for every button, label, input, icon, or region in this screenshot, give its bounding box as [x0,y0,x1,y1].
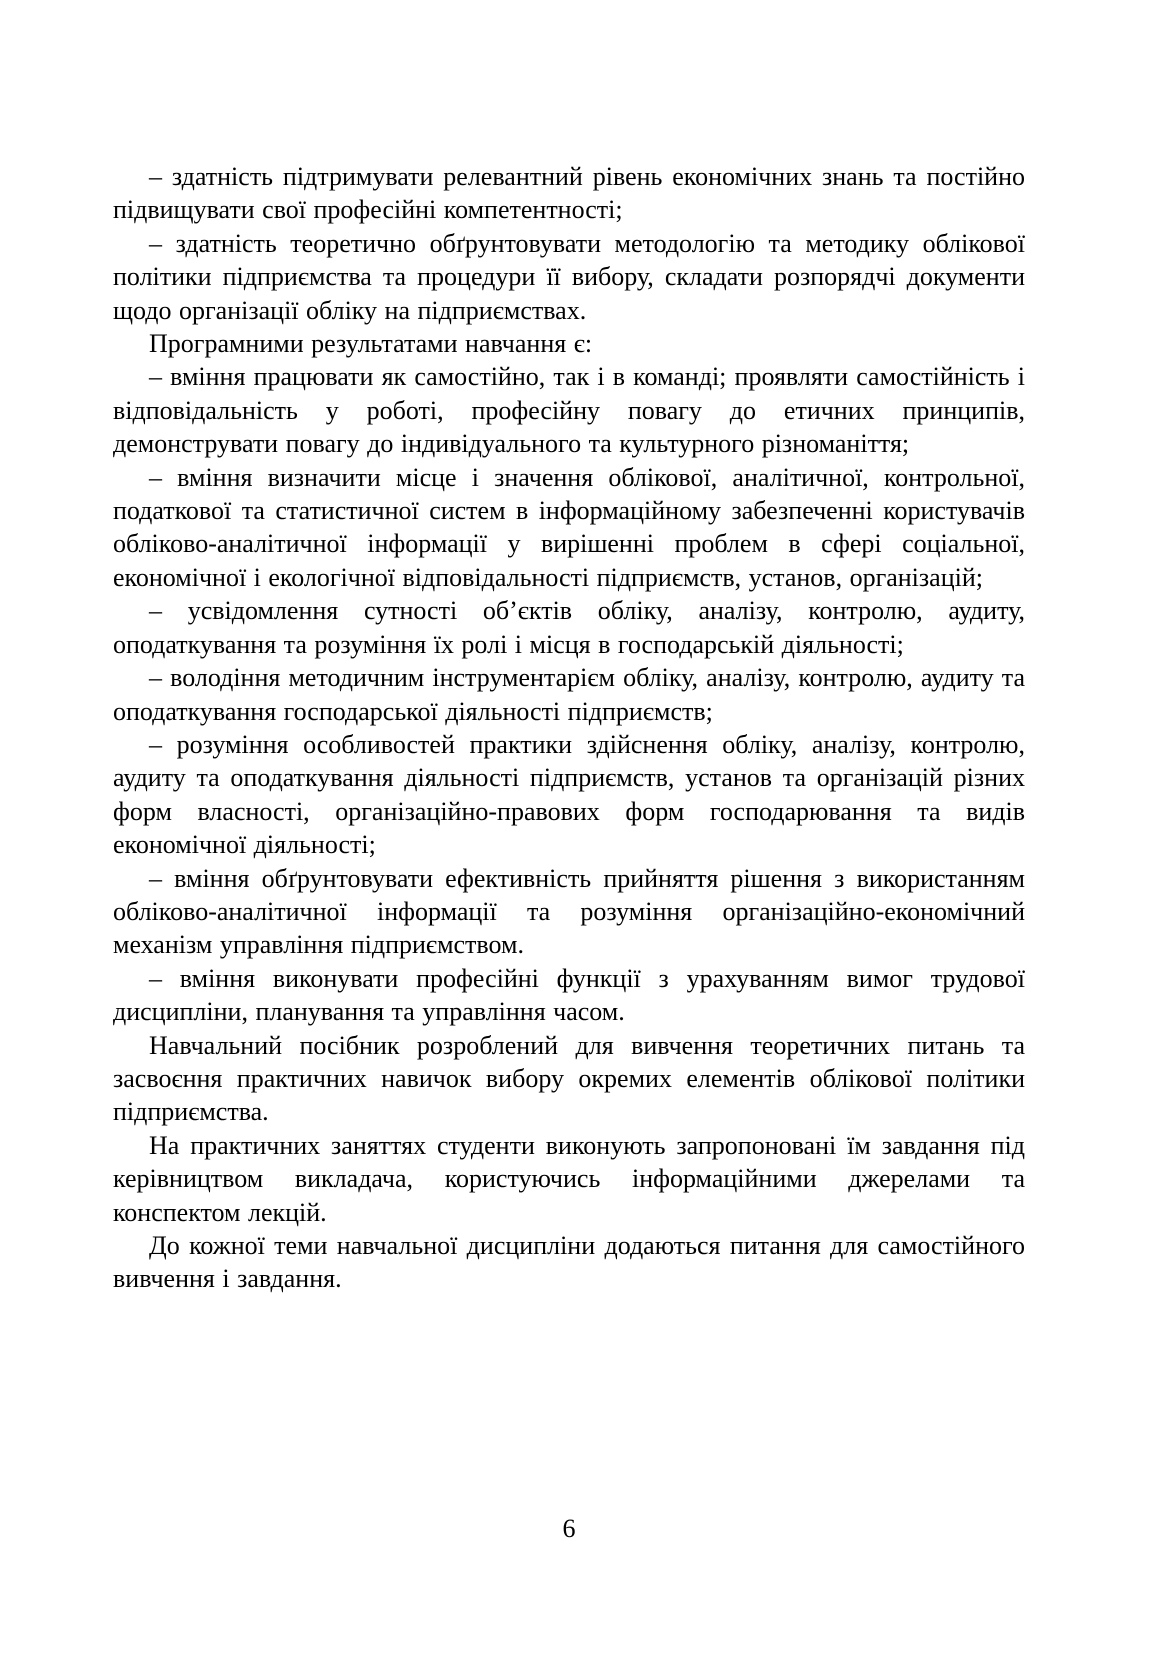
paragraph: На практичних заняттях студенти виконують запропоновані їм завдання під керівництвом викладача, користуючись інформаційними джерелами та конспектом лекцій. [113,1130,1025,1227]
paragraph: Програмними результатами навчання є: [149,329,593,359]
paragraph: – усвідомлення сутності об’єктів обліку, аналізу, контролю, аудиту, оподаткування та розуміння їх ролі і місця в господарській діяльності; [113,596,1025,659]
paragraph: – вміння працювати як самостійно, так і в команді; проявляти самостійність і відповідальність у роботі, професійну повагу до етичних принципів, демонструвати повагу до індивідуального та культурного різноманіття; [113,362,1025,459]
paragraph: – вміння визначити місце і значення облікової, аналітичної, контрольної, податкової та статистичної систем в інформаційному забезпеченні користувачів обліково-аналітичної інформації у вирішенні проблем в сфері соціальної, економічної і екологічної відповідальності підприємств, установ, організацій; [113,462,1025,592]
paragraph: – розуміння особливостей практики здійснення обліку, аналізу, контролю, аудиту та оподаткування діяльності підприємств, установ та організацій різних форм власності, організаційно-правових форм господарювання та видів економічної діяльності; [113,729,1025,860]
page-number: 6 [562,1514,576,1543]
paragraph: Навчальний посібник розроблений для вивчення теоретичних питань та засвоєння практичних навичок вибору окремих елементів облікової політики підприємства. [113,1030,1025,1127]
paragraph: – здатність підтримувати релевантний рівень економічних знань та постійно підвищувати свої професійні компетентності; [113,162,1025,225]
paragraph: – здатність теоретично обґрунтовувати методологію та методику облікової політики підприємства та процедури її вибору, складати розпорядчі документи щодо організації обліку на підприємствах. [113,228,1025,325]
paragraph: – вміння виконувати професійні функції з урахуванням вимог трудової дисципліни, планування та управління часом. [113,963,1025,1027]
paragraph: До кожної теми навчальної дисципліни додаються питання для самостійного вивчення і завдання. [113,1231,1025,1294]
page-body-text [113,160,1025,1296]
paragraph: – вміння обґрунтовувати ефективність прийняття рішення з використанням обліково-аналітичної інформації та розуміння організаційно-економічний механізм управління підприємством. [113,863,1025,960]
paragraph: – володіння методичним інструментарієм обліку, аналізу, контролю, аудиту та оподаткування господарської діяльності підприємств; [113,663,1025,726]
